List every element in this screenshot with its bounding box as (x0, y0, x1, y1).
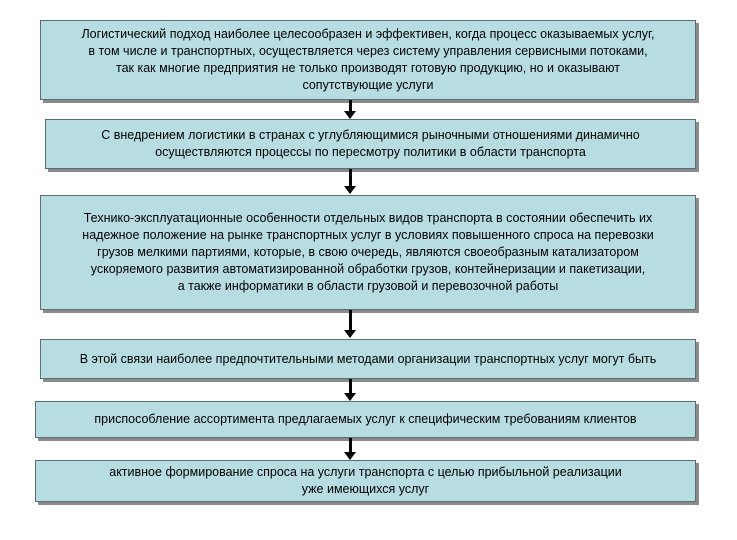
box-3-line-3: грузов мелкими партиями, которые, в свою очередь, являются своеобразным катализатором (97, 245, 639, 259)
box-1-line-2: в том числе и транспортных, осуществляется через систему управления сервисными потоками, (88, 44, 648, 58)
flow-box-logistic-approach (40, 20, 696, 100)
box-3-line-4: ускоряемого развития автоматизированной обработки грузов, контейнеризации и пакетизации, (90, 262, 646, 276)
connector-2-line (349, 169, 352, 187)
box-2-line-1: С внедрением логистики в странах с углубляющимися рыночными отношениями динамично (101, 128, 640, 142)
flow-box-assortment-adaptation (35, 401, 696, 438)
flow-box-technical-features (40, 195, 696, 310)
connector-5-line (349, 438, 352, 453)
flow-box-preferred-methods (40, 339, 696, 379)
box-4-line-1: В этой связи наиболее предпочтительными методами организации транспортных услуг могут быть (79, 351, 657, 366)
connector-2-arrowhead (344, 186, 356, 194)
connector-4-arrowhead (344, 393, 356, 401)
connector-4-line (349, 379, 352, 394)
flow-box-demand-formation (35, 460, 696, 502)
box-6-line-2: уже имеющихся услуг (301, 482, 430, 496)
box-6-line-1: активное формирование спроса на услуги транспорта с целью прибыльной реализации (109, 465, 622, 479)
box-3-line-2: надежное положение на рынке транспортных услуг в условиях повышенного спроса на перевозки (82, 228, 654, 242)
connector-1-arrowhead (344, 111, 356, 119)
connector-5-arrowhead (344, 452, 356, 460)
box-2-line-2: осуществляются процессы по пересмотру политики в области транспорта (155, 145, 586, 159)
connector-3-arrowhead (344, 330, 356, 338)
box-3-line-5: а также информатики в области грузовой и перевозочной работы (177, 279, 559, 293)
box-1-line-3: так как многие предприятия не только производят готовую продукцию, но и оказывают (115, 61, 621, 75)
connector-3-line (349, 310, 352, 332)
box-3-line-1: Технико-эксплуатационные особенности отдельных видов транспорта в состоянии обеспечить их (83, 211, 653, 225)
box-1-line-1: Логистический подход наиболее целесообразен и эффективен, когда процесс оказываемых услуг, (81, 27, 655, 41)
flow-box-logistics-implementation (45, 119, 696, 169)
box-5-line-1: приспособление ассортимента предлагаемых услуг к специфическим требованиям клиентов (94, 412, 637, 426)
box-1-line-4: сопутствующие услуги (302, 78, 434, 92)
